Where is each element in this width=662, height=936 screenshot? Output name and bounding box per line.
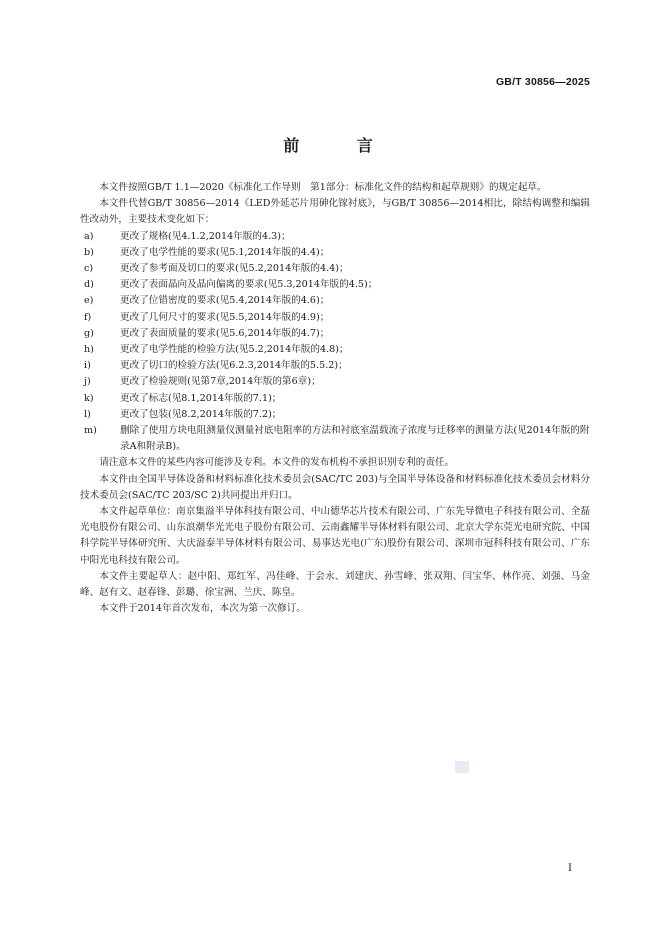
- list-item-marker: g): [84, 327, 94, 339]
- list-item: [80, 277, 590, 293]
- watermark-icon: [455, 761, 469, 773]
- list-item-marker: l): [84, 408, 91, 420]
- page-title: 前 言: [283, 136, 399, 155]
- paragraph-drafting-units: 本文件起草单位：南京集溢半导体科技有限公司、中山德华芯片技术有限公司、广东先导微电子科技有限公司、全磊光电股份有限公司、山东浪潮华光光电子股份有限公司、云南鑫耀半导体材料有限公司、北京大学东莞光电研究院、中国科学院半导体研究所、大庆溢泰半导体材料有限公司、易事达光电(广东)股份有限公司、深圳市冠科科技有限公司、广东中阳光电科技有限公司。: [80, 506, 590, 566]
- list-item-marker: k): [84, 392, 94, 404]
- list-item-text: 更改了位错密度的要求(见5.4,2014年版的4.6)；: [120, 295, 330, 307]
- list-item: [80, 293, 590, 309]
- list-item-text: 更改了标志(见8.1,2014年版的7.1)；: [120, 392, 282, 404]
- list-item-marker: j): [84, 376, 91, 388]
- list-item-marker: c): [84, 263, 94, 275]
- list-item: [80, 407, 590, 423]
- list-item-marker: b): [84, 246, 94, 258]
- document-body: [80, 180, 590, 617]
- list-item-marker: d): [84, 279, 94, 291]
- list-item-text: 更改了规格(见4.1.2,2014年版的4.3)；: [120, 230, 291, 242]
- page-number: I: [568, 863, 572, 874]
- list-item-marker: m): [84, 425, 97, 437]
- list-item-text: 更改了表面质量的要求(见5.6,2014年版的4.7)；: [120, 327, 330, 339]
- list-item-text: 更改了表面晶向及晶向偏离的要求(见5.3,2014年版的4.5)；: [120, 279, 378, 291]
- change-list: [80, 229, 590, 456]
- list-item: [80, 391, 590, 407]
- list-item: [80, 358, 590, 374]
- list-item-marker: e): [84, 295, 94, 307]
- list-item-text: 更改了几何尺寸的要求(见5.5,2014年版的4.9)；: [120, 311, 330, 323]
- list-item: [80, 326, 590, 342]
- list-item-text: 更改了包装(见8.2,2014年版的7.2)；: [120, 408, 282, 420]
- list-item-text: 更改了检验规则(见第7章,2014年版的第6章)；: [120, 376, 321, 388]
- list-item: [80, 229, 590, 245]
- paragraph-drafting-rules: 本文件按照GB/T 1.1—2020《标准化工作导则 第1部分：标准化文件的结构和起草规则》的规定起草。: [99, 182, 547, 193]
- list-item-text: 更改了切口的检验方法(见6.2.3,2014年版的5.5.2)；: [120, 360, 348, 372]
- paragraph-patent-notice: 请注意本文件的某些内容可能涉及专利。本文件的发布机构不承担识别专利的责任。: [99, 457, 455, 469]
- list-item-text: 更改了电学性能的要求(见5.1,2014年版的4.4)；: [120, 246, 330, 258]
- list-item: [80, 342, 590, 358]
- list-item-marker: i): [84, 360, 91, 372]
- list-item: [80, 261, 590, 277]
- list-item-text: 更改了参考面及切口的要求(见5.2,2014年版的4.4)；: [120, 263, 349, 275]
- list-item-marker: f): [84, 311, 92, 323]
- paragraph-proposer: 本文件由全国半导体设备和材料标准化技术委员会(SAC/TC 203)与全国半导体设备和材料标准化技术委员会材料分技术委员会(SAC/TC 203/SC 2)共同提出并归口。: [80, 473, 590, 501]
- list-item: [80, 423, 590, 455]
- paragraph-drafters: 本文件主要起草人：赵中阳、郑红军、冯佳峰、于会永、刘建庆、孙雪峰、张双翔、闫宝华、林作亮、刘强、马金峰、赵有文、赵春锋、彭璐、徐宝洲、兰庆、陈皇。: [80, 570, 590, 599]
- list-item-marker: a): [84, 230, 94, 242]
- list-item-marker: h): [84, 344, 94, 356]
- list-item-text: 更改了电学性能的检验方法(见5.2,2014年版的4.8)；: [120, 344, 349, 356]
- standard-code: GB/T 30856—2025: [495, 76, 590, 88]
- list-item: [80, 245, 590, 261]
- paragraph-replacement: 本文件代替GB/T 30856—2014《LED外延芯片用砷化镓衬底》，与GB/T 30856—2014相比，除结构调整和编辑性改动外，主要技术变化如下：: [80, 198, 590, 226]
- list-item: [80, 310, 590, 326]
- paragraph-history: 本文件于2014年首次发布，本次为第一次修订。: [99, 603, 306, 615]
- list-item-text: 删除了使用方块电阻测量仪测量衬底电阻率的方法和衬底室温载流子浓度与迁移率的测量方法(见2014年版的附录A和附录B)。: [120, 425, 590, 453]
- list-item: [80, 374, 590, 390]
